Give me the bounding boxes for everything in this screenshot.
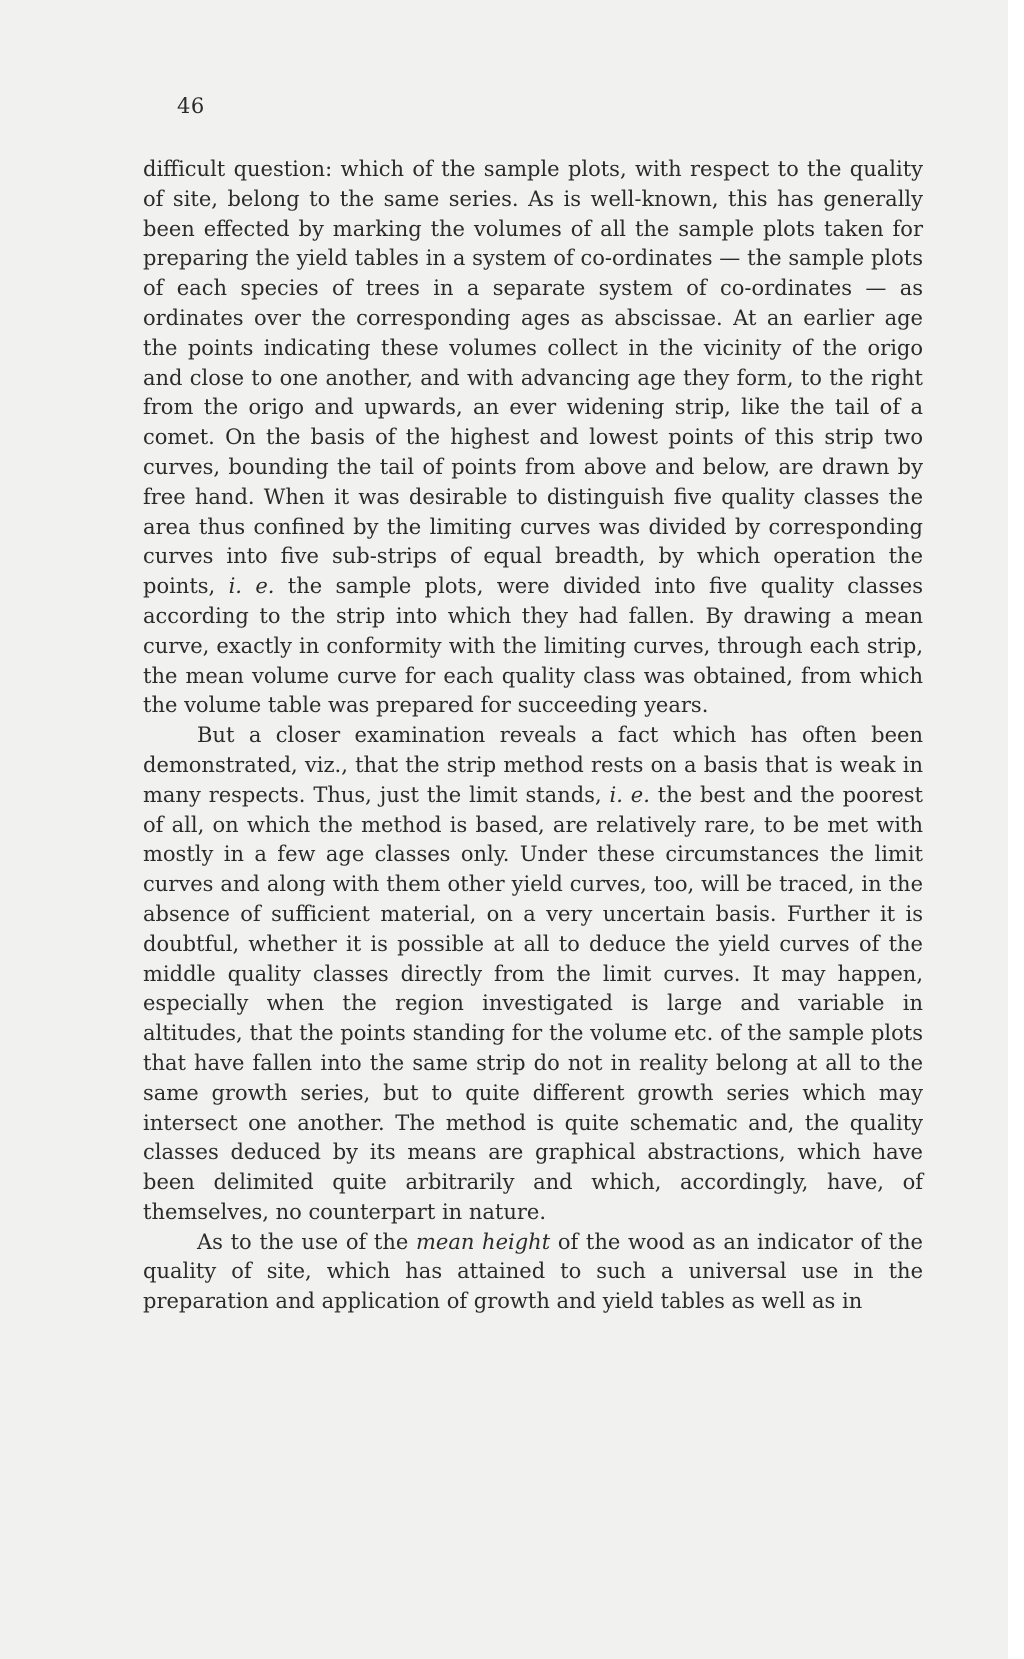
paragraph-2 — [143, 721, 923, 1228]
text-run: But a closer examination reveals a fact which has often been demonstrated, viz., that the strip method rests on a basis that is weak in many respects. Thus, just the limit stands, — [143, 723, 923, 807]
body-text — [143, 155, 923, 1317]
italic-run: i. e. — [228, 574, 275, 599]
text-run: the best and the poorest of all, on which the method is based, are relatively rare, to be met with mostly in a few age classes only. Under these circumstances the limit curves and along with them other yield curves, too, will be traced, in the absence of sufficient material, on a very uncertain basis. Further it is doubtful, whether it is possible at all to deduce the yield curves of the middle quality classes directly from the limit curves. It may happen, especially when the region investigated is large and variable in altitudes, that the points standing for the volume etc. of the sample plots that have fallen into the same strip do not in reality belong at all to the same growth series, but to quite different growth series which may intersect one another. The method is quite schematic and, the quality classes deduced by its means are graphical abstractions, which have been delimited quite arbitrarily and which, accordingly, have, of themselves, no counterpart in nature. — [143, 782, 923, 1224]
paragraph-3 — [143, 1228, 923, 1317]
text-run: the sample plots, were divided into five quality classes according to the strip into which they had fallen. By drawing a mean curve, exactly in conformity with the limiting curves, through each strip, the mean volume curve for each quality class was obtained, from which the volume table was prepared for succeeding years. — [143, 574, 924, 718]
paragraph-1 — [143, 155, 923, 721]
italic-run: i. e. — [609, 782, 650, 807]
text-run: of the wood as an indicator of the quality of site, which has attained to such a universal use in the preparation and application of growth and yield tables as well as in — [143, 1229, 923, 1314]
italic-run: mean height — [416, 1229, 551, 1254]
text-run: difficult question: which of the sample plots, with respect to the quality of site, belong to the same series. As is well-known, this has generally been effected by marking the volumes of all the sample plots taken for preparing the yield tables in a system of co-ordinates — the sample plots of each species of trees in a separate system of co-ordinates — as ordinates over the corresponding ages as abscissae. At an earlier age the points indicating these volumes collect in the vicinity of the origo and close to one another, and with advancing age they form, to the right from the origo and upwards, an ever widening strip, like the tail of a comet. On the basis of the highest and lowest points of this strip two curves, bounding the tail of points from above and below, are drawn by free hand. When it was desirable to distinguish five quality classes the area thus confined by the limiting curves was divided by corresponding curves into five sub-strips of equal breadth, by which operation the points, — [143, 157, 923, 599]
text-run: As to the use of the — [197, 1229, 416, 1254]
page-number: 46 — [177, 94, 205, 118]
page-edge — [1008, 0, 1024, 1659]
